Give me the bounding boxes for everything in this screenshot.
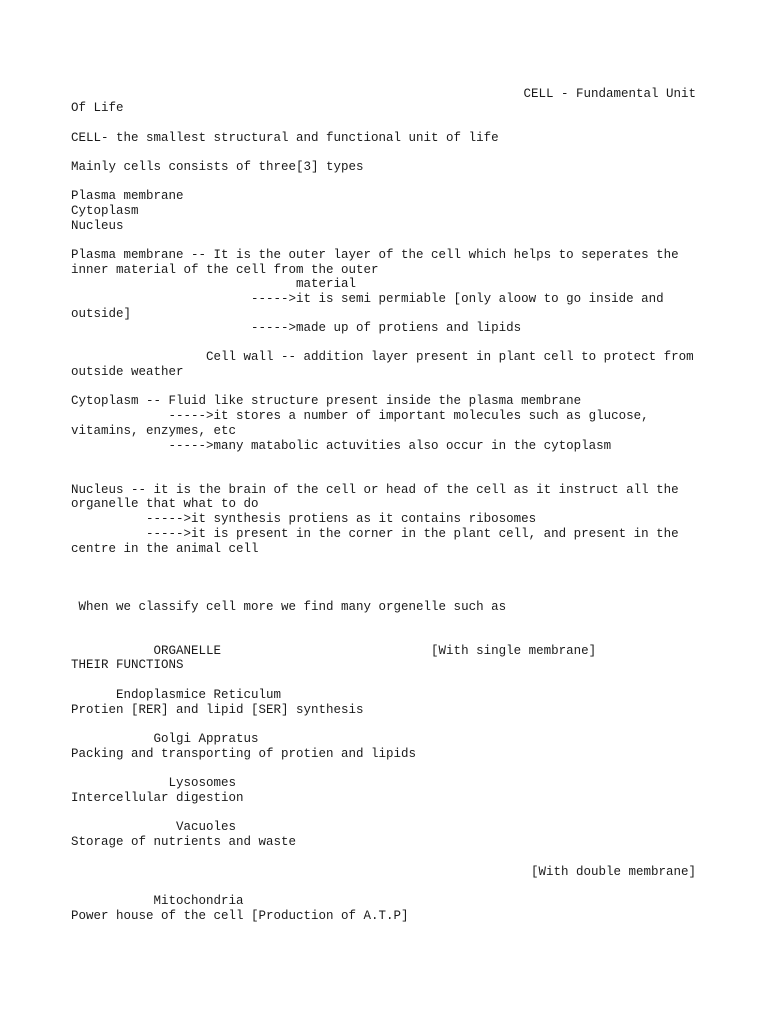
cell-wall-line: Cell wall -- addition layer present in plant cell to protect from — [71, 350, 694, 364]
organelle-function: Storage of nutrients and waste — [71, 835, 297, 849]
plasma-line: inner material of the cell from the outer — [71, 263, 379, 277]
types-intro: Mainly cells consists of three[3] types — [71, 160, 364, 174]
organelle-function: Protien [RER] and lipid [SER] synthesis — [71, 703, 364, 717]
plasma-line: Plasma membrane -- It is the outer layer of the cell which helps to seperates the — [71, 248, 679, 262]
organelle-function: Packing and transporting of protien and lipids — [71, 747, 417, 761]
organelle-name: Vacuoles — [71, 820, 237, 834]
nucleus-line: ----->it synthesis protiens as it contains ribosomes — [71, 512, 537, 526]
type-item: Nucleus — [71, 219, 124, 233]
organelle-function: Intercellular digestion — [71, 791, 244, 805]
title-line-2: Of Life — [71, 101, 124, 115]
plasma-line: material — [71, 277, 357, 291]
nucleus-line: Nucleus -- it is the brain of the cell or head of the cell as it instruct all the — [71, 483, 679, 497]
organelle-name: Mitochondria — [71, 894, 244, 908]
plasma-line: ----->it is semi permiable [only aloow to go inside and — [71, 292, 664, 306]
nucleus-line: organelle that what to do — [71, 497, 259, 511]
table-header-functions: THEIR FUNCTIONS — [71, 658, 184, 672]
nucleus-line: centre in the animal cell — [71, 542, 259, 556]
cell-wall-line: outside weather — [71, 365, 184, 379]
classify-sentence: When we classify cell more we find many orgenelle such as — [71, 600, 507, 614]
cytoplasm-line: ----->many matabolic actuvities also occur in the cytoplasm — [71, 439, 612, 453]
table-header-organelle: ORGANELLE [With single membrane] — [71, 644, 597, 658]
cell-definition: CELL- the smallest structural and functional unit of life — [71, 131, 499, 145]
plasma-line: outside] — [71, 307, 132, 321]
plasma-line: ----->made up of protiens and lipids — [71, 321, 522, 335]
nucleus-line: ----->it is present in the corner in the plant cell, and present in the — [71, 527, 679, 541]
organelle-function: Power house of the cell [Production of A.T.P] — [71, 909, 409, 923]
type-item: Plasma membrane — [71, 189, 184, 203]
cytoplasm-line: Cytoplasm -- Fluid like structure present inside the plasma membrane — [71, 394, 582, 408]
cytoplasm-line: ----->it stores a number of important molecules such as glucose, — [71, 409, 649, 423]
double-membrane-heading: [With double membrane] — [530, 865, 696, 879]
title-line-1: CELL - Fundamental Unit — [523, 87, 696, 101]
type-item: Cytoplasm — [71, 204, 139, 218]
organelle-name: Endoplasmice Reticulum — [71, 688, 282, 702]
organelle-name: Lysosomes — [71, 776, 237, 790]
organelle-name: Golgi Appratus — [71, 732, 259, 746]
cytoplasm-line: vitamins, enzymes, etc — [71, 424, 237, 438]
